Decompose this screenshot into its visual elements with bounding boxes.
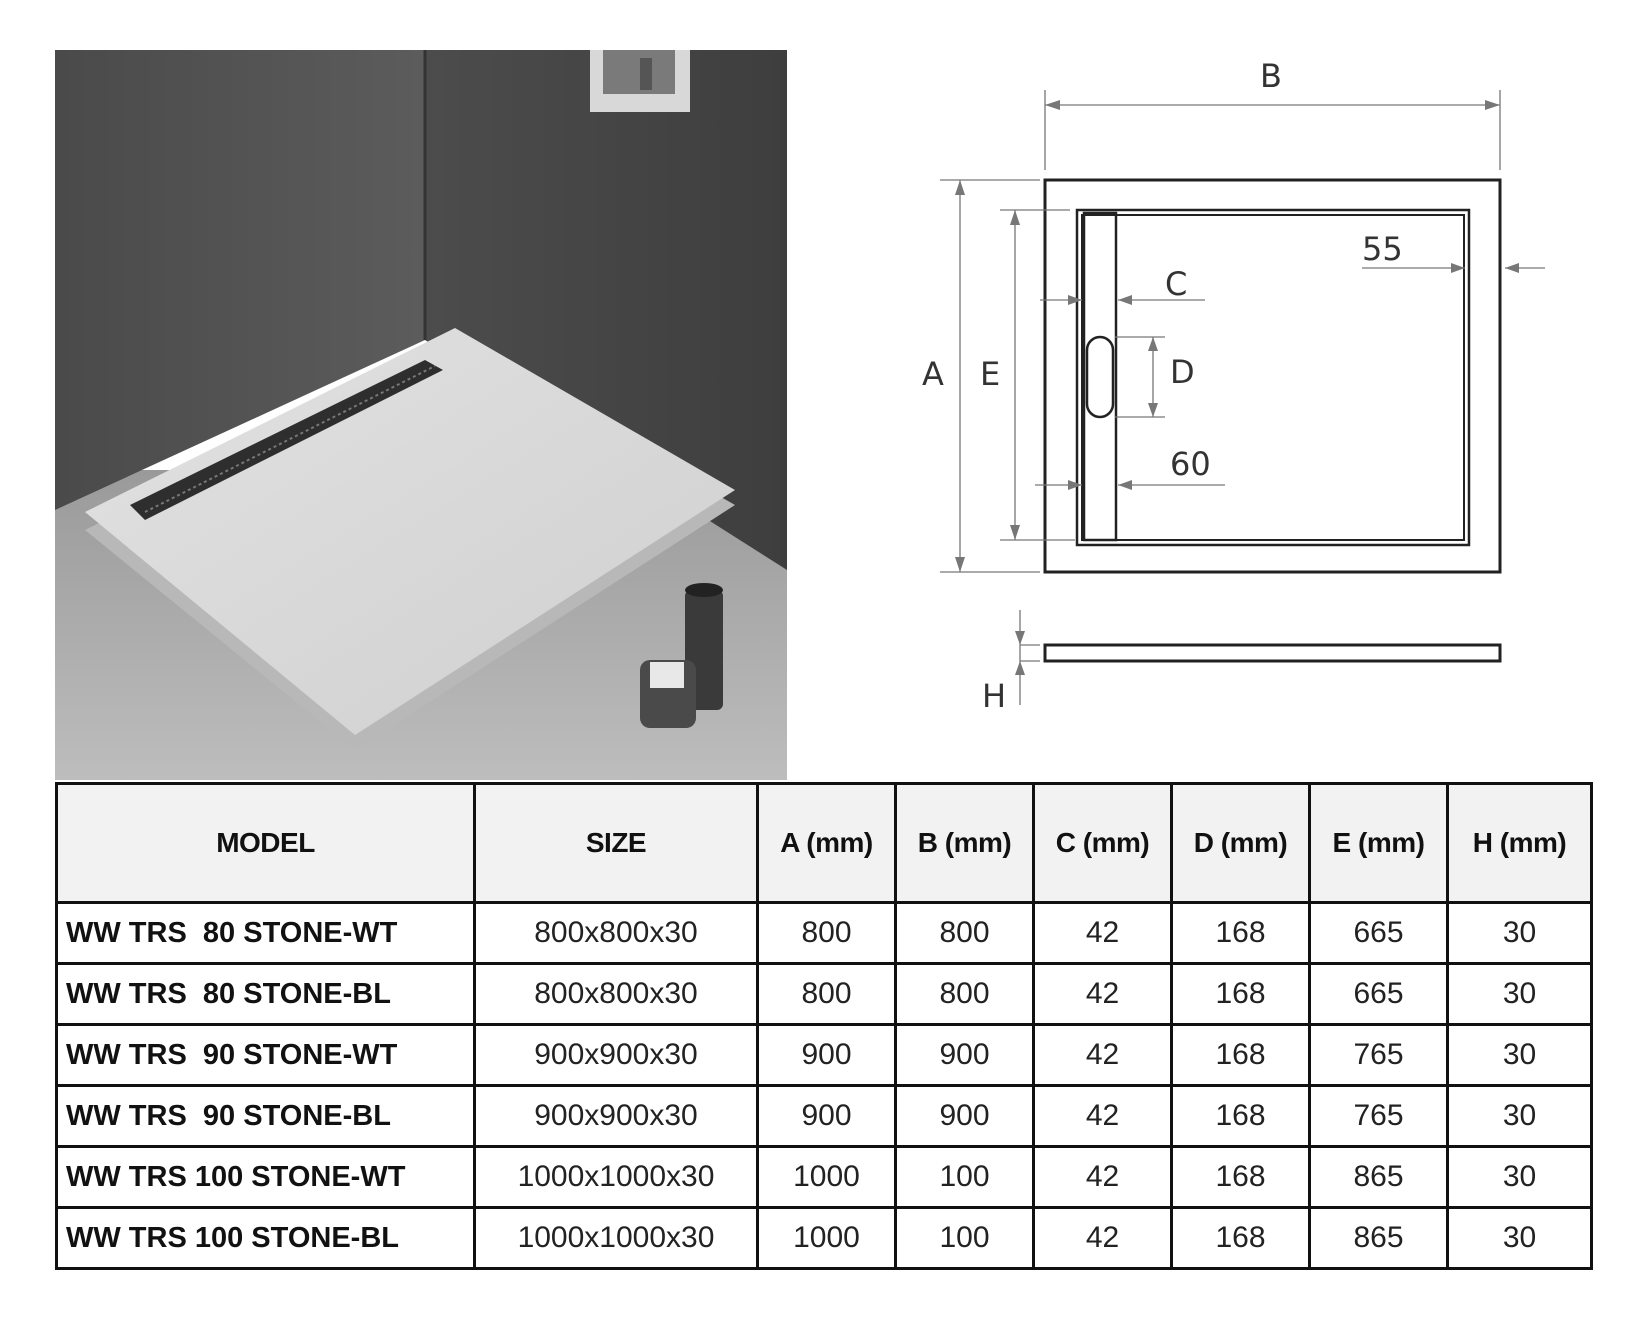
cell-d: 168 [1172,903,1310,964]
cell-size: 800x800x30 [475,964,758,1025]
cell-size: 900x900x30 [475,1086,758,1147]
cell-d: 168 [1172,1086,1310,1147]
cell-h: 30 [1448,1086,1592,1147]
cell-h: 30 [1448,1147,1592,1208]
label-e: E [980,355,1001,393]
cell-b: 900 [896,1086,1034,1147]
cell-d: 168 [1172,1208,1310,1269]
cell-h: 30 [1448,1208,1592,1269]
cell-e: 765 [1310,1086,1448,1147]
table-row [57,1025,1592,1086]
cell-c: 42 [1034,1025,1172,1086]
cell-d: 168 [1172,1025,1310,1086]
wall-shelf [590,50,690,112]
header-a: A (mm) [758,784,896,903]
label-c: C [1165,265,1188,303]
table-row [57,1147,1592,1208]
cell-e: 865 [1310,1208,1448,1269]
cell-e: 865 [1310,1147,1448,1208]
table-row [57,903,1592,964]
cell-h: 30 [1448,1025,1592,1086]
table-row [57,1208,1592,1269]
cell-model: WW TRS 80 STONE-BL [57,964,475,1025]
cell-c: 42 [1034,903,1172,964]
cell-c: 42 [1034,964,1172,1025]
label-a: A [922,355,944,393]
header-size: SIZE [475,784,758,903]
cell-e: 665 [1310,903,1448,964]
cell-b: 100 [896,1147,1034,1208]
cell-d: 168 [1172,1147,1310,1208]
cell-h: 30 [1448,964,1592,1025]
cell-d: 168 [1172,964,1310,1025]
label-h: H [982,677,1007,715]
cell-b: 100 [896,1208,1034,1269]
cell-a: 800 [758,964,896,1025]
header-e: E (mm) [1310,784,1448,903]
cell-c: 42 [1034,1208,1172,1269]
table-row [57,964,1592,1025]
cell-e: 765 [1310,1025,1448,1086]
cell-b: 800 [896,903,1034,964]
cell-size: 900x900x30 [475,1025,758,1086]
cell-size: 800x800x30 [475,903,758,964]
cell-b: 800 [896,964,1034,1025]
table-header-row [57,784,1592,903]
header-d: D (mm) [1172,784,1310,903]
cell-b: 900 [896,1025,1034,1086]
cell-a: 900 [758,1025,896,1086]
cell-model: WW TRS 90 STONE-WT [57,1025,475,1086]
header-model: MODEL [57,784,475,903]
cell-a: 1000 [758,1147,896,1208]
technical-drawing [900,55,1600,755]
cell-model: WW TRS 80 STONE-WT [57,903,475,964]
cell-model: WW TRS 100 STONE-WT [57,1147,475,1208]
header-h: H (mm) [1448,784,1592,903]
cell-e: 665 [1310,964,1448,1025]
cell-model: WW TRS 100 STONE-BL [57,1208,475,1269]
drain-opening [1087,337,1113,417]
cell-size: 1000x1000x30 [475,1208,758,1269]
cell-model: WW TRS 90 STONE-BL [57,1086,475,1147]
drain-slot [1084,213,1116,540]
table-row [57,1086,1592,1147]
cell-a: 1000 [758,1208,896,1269]
cell-size: 1000x1000x30 [475,1147,758,1208]
cell-h: 30 [1448,903,1592,964]
spec-table [55,782,1593,1270]
header-c: C (mm) [1034,784,1172,903]
profile-outline [1045,645,1500,661]
cell-a: 900 [758,1086,896,1147]
label-55: 55 [1362,230,1403,268]
cell-c: 42 [1034,1086,1172,1147]
product-photo [55,50,787,780]
inner-outline [1077,210,1469,545]
header-b: B (mm) [896,784,1034,903]
cell-a: 800 [758,903,896,964]
cell-c: 42 [1034,1147,1172,1208]
label-60: 60 [1170,445,1211,483]
label-d: D [1170,353,1195,391]
label-b: B [1260,57,1282,95]
